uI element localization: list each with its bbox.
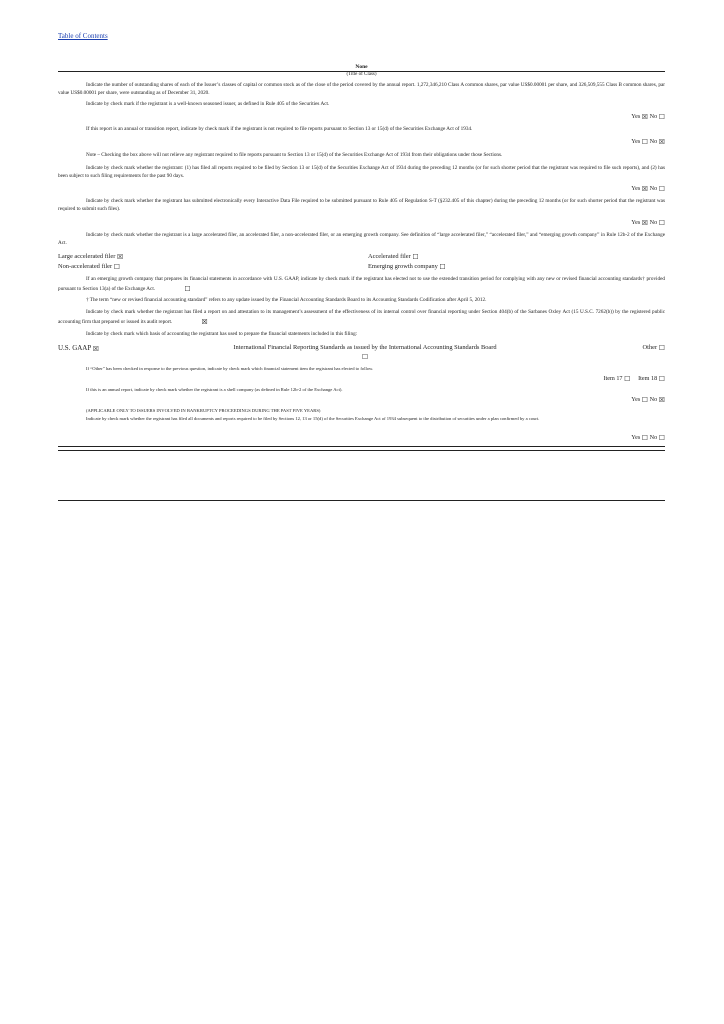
us-gaap-checkbox[interactable]: ☒ bbox=[92, 345, 100, 353]
filed-reports-text: Indicate by check mark whether the registrant: (1) has filed all reports required to be filed by Section 13 or 15(d) of the Securities Exchange Act of 1934 during the preceding 12 months (or for such shorter period that the registrant was required to file such reports), and (2) has been subject to such filing requirements for the past 90 days. bbox=[58, 165, 665, 179]
other-checkbox[interactable]: ☐ bbox=[658, 344, 665, 352]
no-label: No bbox=[649, 219, 658, 226]
non-accelerated-option bbox=[58, 263, 120, 271]
accelerated-option bbox=[368, 253, 419, 261]
egc-gaap-checkbox[interactable]: ☐ bbox=[184, 284, 191, 293]
yes-label: Yes bbox=[631, 113, 641, 120]
shell-company-text: If this is an annual report, indicate by check mark whether the registrant is a shell company (as defined in Rule 12b-2 of the Exchange Act). bbox=[86, 387, 343, 392]
interactive-yes-checkbox[interactable]: ☒ bbox=[641, 219, 649, 227]
seasoned-no-checkbox[interactable]: ☐ bbox=[658, 113, 665, 121]
annual-transition-text: If this report is an annual or transition report, indicate by check mark if the registrant is not required to file reports pursuant to Section 13 or 15(d) of the Securities Exchange Act of 1934. bbox=[86, 126, 473, 132]
us-gaap-label: U.S. GAAP bbox=[58, 344, 91, 352]
accelerated-label: Accelerated filer bbox=[368, 253, 411, 260]
interactive-data-answer bbox=[58, 219, 665, 227]
other-label: Other bbox=[642, 344, 658, 351]
item18-label: Item 18 bbox=[638, 375, 658, 382]
bankruptcy-yes-checkbox[interactable]: ☐ bbox=[641, 434, 649, 442]
attestation-checkbox[interactable]: ☒ bbox=[201, 317, 208, 326]
section-divider bbox=[58, 446, 665, 451]
footnote-dagger: † The term “new or revised financial accounting standard” refers to any update issued by the Financial Accounting Standards Board to its Accounting Standards Codification after April 5, 2012. bbox=[86, 297, 487, 303]
other-option bbox=[643, 344, 665, 352]
yes-label: Yes bbox=[631, 396, 641, 403]
interactive-no-checkbox[interactable]: ☐ bbox=[658, 219, 665, 227]
annual-transition-answer bbox=[58, 138, 665, 146]
shell-company-answer bbox=[58, 396, 665, 404]
ifrs-label: International Financial Reporting Standards as issued by the International Accounting Standards Board bbox=[233, 344, 497, 351]
filer-type-text: Indicate by check mark whether the registrant is a large accelerated filer, an accelerated filer, a non-accelerated filer, or an emerging growth company. See definition of “large accelerated filer,” “accelerated filer,” and “emerging growth company” in Rule 12b-2 of the Exchange Act. bbox=[58, 232, 665, 246]
table-of-contents-link[interactable]: Table of Contents bbox=[58, 32, 108, 40]
seasoned-issuer-answer bbox=[58, 113, 665, 121]
bankruptcy-text: Indicate by check mark whether the registrant has filed all documents and reports required to be filed by Sections 12, 13 or 15(d) of the Securities Exchange Act of 1934 subsequent to the distribution of securities under a plan confirmed by a court. bbox=[86, 416, 540, 421]
item17-label: Item 17 bbox=[603, 375, 623, 382]
yes-label: Yes bbox=[631, 185, 641, 192]
large-accelerated-option bbox=[58, 253, 123, 261]
bankruptcy-answer bbox=[58, 434, 665, 442]
filed-yes-checkbox[interactable]: ☒ bbox=[641, 185, 649, 193]
yes-label: Yes bbox=[631, 138, 641, 145]
us-gaap-option bbox=[58, 344, 99, 353]
no-label: No bbox=[649, 434, 658, 441]
no-label: No bbox=[649, 396, 658, 403]
shell-yes-checkbox[interactable]: ☐ bbox=[641, 396, 649, 404]
yes-label: Yes bbox=[631, 434, 641, 441]
basis-accounting-text: Indicate by check mark which basis of accounting the registrant has used to prepare the financial statements included in this filing: bbox=[86, 331, 358, 337]
item18-checkbox[interactable]: ☐ bbox=[658, 375, 665, 383]
ifrs-option bbox=[230, 344, 500, 362]
annual-no-checkbox[interactable]: ☒ bbox=[658, 138, 665, 146]
item-answer bbox=[58, 375, 665, 383]
no-label: No bbox=[649, 185, 658, 192]
interactive-data-text: Indicate by check mark whether the registrant has submitted electronically every Interactive Data File required to be submitted pursuant to Rule 405 of Regulation S-T (§232.405 of this chapter) during the preceding 12 months (or for such shorter period that the registrant was required to submit such files). bbox=[58, 198, 665, 212]
item17-checkbox[interactable]: ☐ bbox=[624, 375, 631, 383]
large-accelerated-label: Large accelerated filer bbox=[58, 253, 116, 260]
attestation-statement: Indicate by check mark whether the registrant has filed a report on and attestation to its management’s assessment of the effectiveness of its internal control over financial reporting under Section 404(b) of the Sarbanes Oxley Act (15 U.S.C. 7262(b)) by the registered public accounting firm that prepared or issued its audit report. bbox=[58, 309, 665, 325]
emerging-growth-option bbox=[368, 263, 446, 271]
section-name: None bbox=[355, 64, 368, 70]
ifrs-checkbox[interactable]: ☐ bbox=[361, 352, 369, 361]
bankruptcy-heading: (APPLICABLE ONLY TO ISSUERS INVOLVED IN BANKRUPTCY PROCEEDINGS DURING THE PAST FIVE YEARS) bbox=[86, 408, 321, 413]
other-checked-text: If “Other” has been checked in response to the previous question, indicate by check mark which financial statement item the registrant has elected to follow. bbox=[86, 366, 374, 371]
no-label: No bbox=[649, 113, 658, 120]
emerging-growth-label: Emerging growth company bbox=[368, 263, 438, 270]
accelerated-checkbox[interactable]: ☐ bbox=[412, 253, 419, 261]
seasoned-issuer-text: Indicate by check mark if the registrant is a well-known seasoned issuer, as defined in Rule 405 of the Securities Act. bbox=[86, 101, 330, 107]
page-bottom-rule bbox=[58, 500, 665, 501]
large-accelerated-checkbox[interactable]: ☒ bbox=[116, 253, 124, 261]
outstanding-shares-text: Indicate the number of outstanding shares of each of the Issuer’s classes of capital or common stock as of the close of the period covered by the annual report. 1,272,346,210 Class A common shares, par value US$0.00001 per share, and 326,509,555 Class B common shares, par value US$0.00001 per share, were outstanding as of December 31, 2020. bbox=[58, 82, 665, 96]
section-caption: (Title of Class) bbox=[346, 72, 377, 77]
seasoned-yes-checkbox[interactable]: ☒ bbox=[641, 113, 649, 121]
shell-no-checkbox[interactable]: ☒ bbox=[658, 396, 665, 404]
egc-gaap-text bbox=[58, 276, 665, 294]
yes-label: Yes bbox=[631, 219, 641, 226]
emerging-growth-checkbox[interactable]: ☐ bbox=[439, 263, 446, 271]
non-accelerated-label: Non-accelerated filer bbox=[58, 263, 113, 270]
attestation-text bbox=[58, 309, 665, 327]
non-accelerated-checkbox[interactable]: ☐ bbox=[113, 263, 120, 271]
no-label: No bbox=[649, 138, 658, 145]
annual-yes-checkbox[interactable]: ☐ bbox=[641, 138, 649, 146]
note-text: Note – Checking the box above will not relieve any registrant required to file reports pursuant to Section 13 or 15(d) of the Securities Exchange Act of 1934 from their obligations under those Sections. bbox=[86, 152, 503, 158]
bankruptcy-no-checkbox[interactable]: ☐ bbox=[658, 434, 665, 442]
egc-gaap-statement: If an emerging growth company that prepares its financial statements in accordance with U.S. GAAP, indicate by check mark if the registrant has elected not to use the extended transition period for complying with any new or revised financial accounting standards† provided pursuant to Section 13(a) of the Exchange Act. bbox=[58, 276, 665, 292]
filed-reports-answer bbox=[58, 185, 665, 193]
filed-no-checkbox[interactable]: ☐ bbox=[658, 185, 665, 193]
